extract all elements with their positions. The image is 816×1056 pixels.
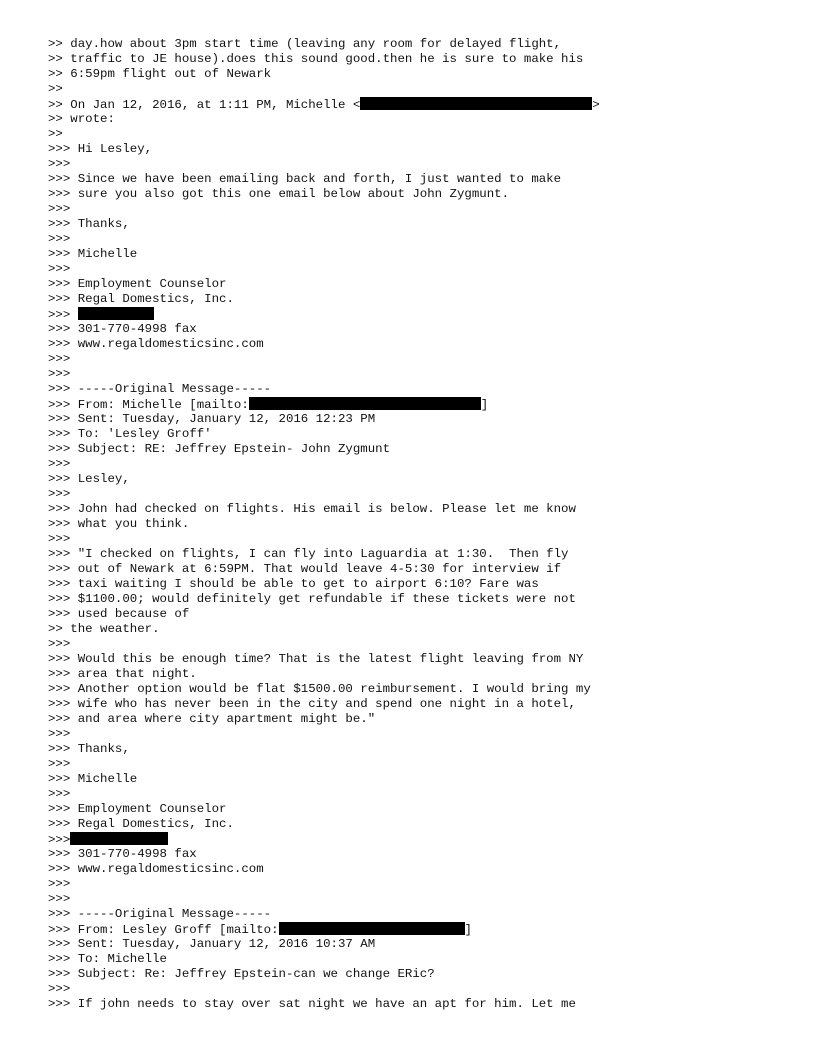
text-line: >>> used because of [48, 607, 190, 621]
text-line: >> the weather. [48, 622, 160, 636]
text-line: >>> Regal Domestics, Inc. [48, 817, 234, 831]
text-line: >>> [48, 457, 71, 471]
text-line: >>> [48, 757, 71, 771]
text-line: >>> [48, 367, 71, 381]
text-line: >>> Thanks, [48, 217, 130, 231]
text-line: >>> Subject: Re: Jeffrey Epstein-can we change ERic? [48, 967, 435, 981]
email-document [48, 37, 788, 1012]
text-line: >>> [48, 532, 71, 546]
text-line-part: >> On Jan 12, 2016, at 1:11 PM, Michelle < [48, 98, 361, 112]
text-line: >>> 301-770-4998 fax [48, 847, 197, 861]
redaction-bar [360, 97, 592, 110]
text-line: >>> [48, 352, 71, 366]
text-line: >>> [48, 637, 71, 651]
text-line: >>> Michelle [48, 247, 138, 261]
text-line [48, 832, 788, 847]
text-line: >>> Subject: RE: Jeffrey Epstein- John Zygmunt [48, 442, 391, 456]
redaction-bar [78, 307, 154, 320]
text-line: >>> To: Michelle [48, 952, 167, 966]
text-line: >>> [48, 727, 71, 741]
text-line: >>> wife who has never been in the city and spend one night in a hotel, [48, 697, 576, 711]
text-line: >>> [48, 892, 71, 906]
text-line: >>> -----Original Message----- [48, 382, 272, 396]
text-line: >>> Hi Lesley, [48, 142, 153, 156]
text-line: >>> [48, 982, 71, 996]
text-line: >>> and area where city apartment might be." [48, 712, 376, 726]
text-line: >> wrote: [48, 112, 115, 126]
text-line: >>> To: 'Lesley Groff' [48, 427, 212, 441]
text-line-part: >>> From: Lesley Groff [mailto: [48, 923, 279, 937]
text-line: >>> taxi waiting I should be able to get to airport 6:10? Fare was [48, 577, 539, 591]
text-line: >>> Sent: Tuesday, January 12, 2016 10:37 AM [48, 937, 376, 951]
text-line: >>> Lesley, [48, 472, 130, 486]
text-line [48, 307, 788, 322]
text-line: >> traffic to JE house).does this sound good.then he is sure to make his [48, 52, 584, 66]
text-line: >>> out of Newark at 6:59PM. That would leave 4-5:30 for interview if [48, 562, 562, 576]
text-line: >> 6:59pm flight out of Newark [48, 67, 272, 81]
text-line: >>> 301-770-4998 fax [48, 322, 197, 336]
text-line: >>> www.regaldomesticsinc.com [48, 337, 264, 351]
text-line: >>> Thanks, [48, 742, 130, 756]
text-line: >>> [48, 157, 71, 171]
redaction-bar [249, 397, 481, 410]
redaction-bar [279, 922, 465, 935]
text-line: >>> [48, 202, 71, 216]
text-line: >> [48, 127, 63, 141]
text-line: >> [48, 82, 63, 96]
text-line: >>> [48, 262, 71, 276]
text-line [48, 922, 788, 937]
text-line: >>> Since we have been emailing back and forth, I just wanted to make [48, 172, 562, 186]
text-line: >>> Employment Counselor [48, 802, 227, 816]
text-line: >>> If john needs to stay over sat night we have an apt for him. Let me [48, 997, 576, 1011]
text-line [48, 397, 788, 412]
text-line: >>> Would this be enough time? That is the latest flight leaving from NY [48, 652, 584, 666]
text-line: >>> sure you also got this one email below about John Zygmunt. [48, 187, 510, 201]
text-line: >>> -----Original Message----- [48, 907, 272, 921]
text-line: >>> "I checked on flights, I can fly into Laguardia at 1:30. Then fly [48, 547, 569, 561]
text-line [48, 97, 788, 112]
text-line: >>> Another option would be flat $1500.00 reimbursement. I would bring my [48, 682, 591, 696]
text-line: >>> what you think. [48, 517, 190, 531]
text-line: >>> [48, 877, 71, 891]
text-line-part: ] [464, 923, 472, 937]
text-line: >>> [48, 232, 71, 246]
text-line: >>> [48, 787, 71, 801]
text-line: >>> www.regaldomesticsinc.com [48, 862, 264, 876]
text-line-part: ] [480, 398, 489, 412]
text-line-part: > [592, 98, 600, 112]
redaction-bar [70, 832, 168, 845]
text-line-part: >>> [48, 308, 78, 322]
text-line: >>> Regal Domestics, Inc. [48, 292, 234, 306]
text-line-part: >>> [48, 833, 71, 847]
text-line: >>> area that night. [48, 667, 197, 681]
text-line: >>> Employment Counselor [48, 277, 227, 291]
text-line-part: >>> From: Michelle [mailto: [48, 398, 249, 412]
text-line: >> day.how about 3pm start time (leaving any room for delayed flight, [48, 37, 562, 51]
text-line: >>> $1100.00; would definitely get refundable if these tickets were not [48, 592, 576, 606]
text-line: >>> [48, 487, 71, 501]
text-line: >>> Michelle [48, 772, 138, 786]
text-line: >>> John had checked on flights. His email is below. Please let me know [48, 502, 576, 516]
text-line: >>> Sent: Tuesday, January 12, 2016 12:23 PM [48, 412, 376, 426]
